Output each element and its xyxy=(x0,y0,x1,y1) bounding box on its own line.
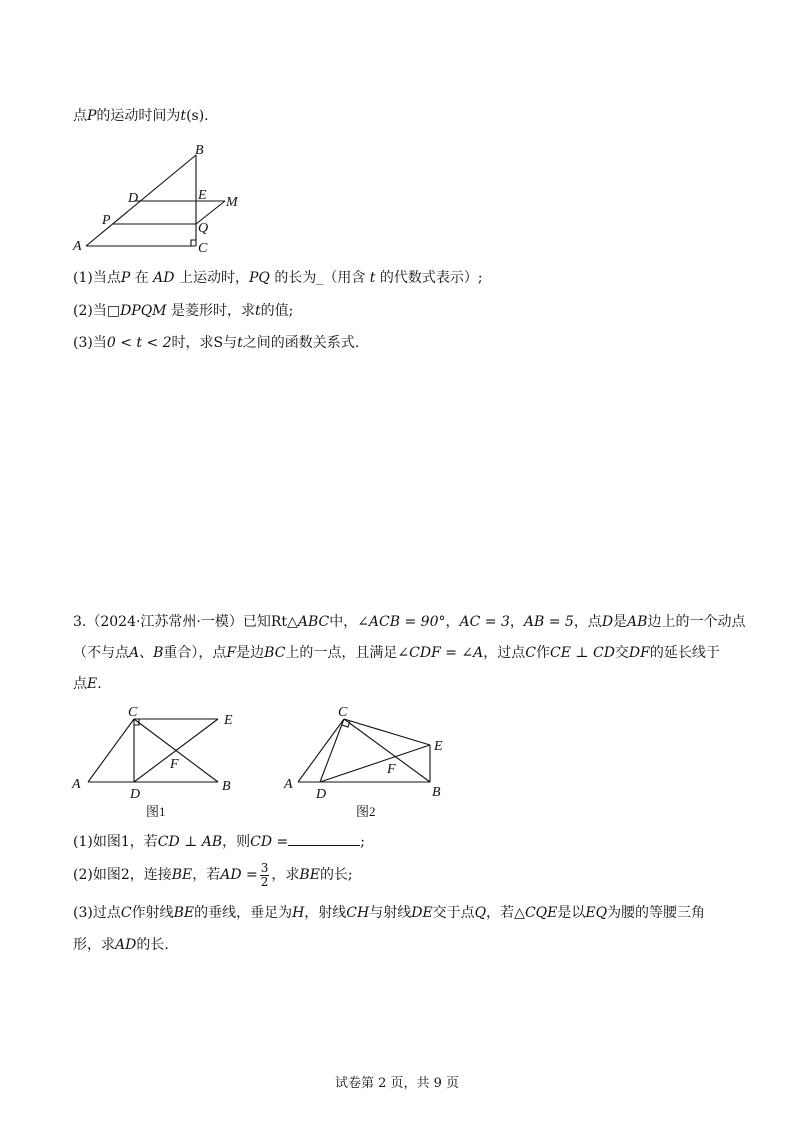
right-angle-mark xyxy=(191,240,196,246)
label-A: A xyxy=(73,239,82,254)
q3-line1: 3.（2024·江苏常州·一模）已知Rt△ABC中，∠ACB = 90°，AC = 3，AB = 5，点D是AB边上的一个动点 xyxy=(73,614,746,630)
fig1-label-E: E xyxy=(224,713,233,728)
q3-part2: (2)如图2，连接BE，若AD = $\frac{3}{2}$ ，求BE的长; xyxy=(73,860,353,889)
fig2-label-F: F xyxy=(387,762,396,777)
figure-2 xyxy=(280,704,460,822)
label-E: E xyxy=(198,188,207,203)
fig2-label-D: D xyxy=(316,787,327,802)
fig2-label-A: A xyxy=(284,777,293,792)
figure-trapezoid xyxy=(60,138,260,254)
fig2-segment-AC xyxy=(298,719,344,782)
fig2-segment-CE xyxy=(344,719,430,745)
label-Q: Q xyxy=(198,221,209,236)
fig2-label-E: E xyxy=(434,739,443,754)
q3-part3-line1: (3)过点C作射线BE的垂线，垂足为H，射线CH与射线DE交于点Q，若△CQE是以EQ为腰的等腰三角 xyxy=(73,905,706,921)
q3-part3-line2: 形，求AD的长. xyxy=(73,937,169,953)
fig1-caption: 图1 xyxy=(146,804,166,819)
page-footer: 试卷第 2 页，共 9 页 xyxy=(334,1076,460,1091)
label-C: C xyxy=(198,241,208,254)
fig2-label-B: B xyxy=(432,785,441,800)
q2-part2: (2)当□DPQM 是菱形时，求t的值; xyxy=(73,303,294,319)
q3-line3: 点E. xyxy=(73,676,102,692)
label-B: B xyxy=(195,143,204,158)
fig2-segment-CD xyxy=(320,719,344,782)
fig1-label-D: D xyxy=(130,787,141,802)
q3-part1: (1)如图1，若CD ⊥ AB，则CD = ; xyxy=(73,834,365,850)
q2-part3: (3)当0 < t < 2时，求S与t之间的函数关系式. xyxy=(73,335,360,351)
label-M: M xyxy=(226,195,238,210)
fig1-label-C: C xyxy=(128,705,138,720)
q2-part1: (1)当点P 在 AD 上运动时，PQ 的长为_（用含 t 的代数式表示）; xyxy=(73,270,483,286)
intro-line: 点P的运动时间为t(s). xyxy=(73,108,209,124)
q3-line2: （不与点A、B重合），点F是边BC上的一点，且满足∠CDF = ∠A，过点C作CE ⊥ CD交DF的延长线于 xyxy=(73,645,720,661)
fig1-label-A: A xyxy=(72,777,81,792)
fig1-label-B: B xyxy=(222,779,231,794)
fig2-label-C: C xyxy=(338,705,348,720)
answer-blank[interactable] xyxy=(288,833,360,846)
fraction: $\frac{3}{2}$ xyxy=(260,860,269,889)
fig2-caption: 图2 xyxy=(356,804,376,819)
fig1-label-F: F xyxy=(170,757,179,772)
label-P: P xyxy=(102,213,111,228)
figure-1 xyxy=(68,704,248,822)
fig1-segment-AC xyxy=(88,719,134,782)
label-D: D xyxy=(128,191,139,206)
fig2-segment-DE xyxy=(320,745,430,782)
